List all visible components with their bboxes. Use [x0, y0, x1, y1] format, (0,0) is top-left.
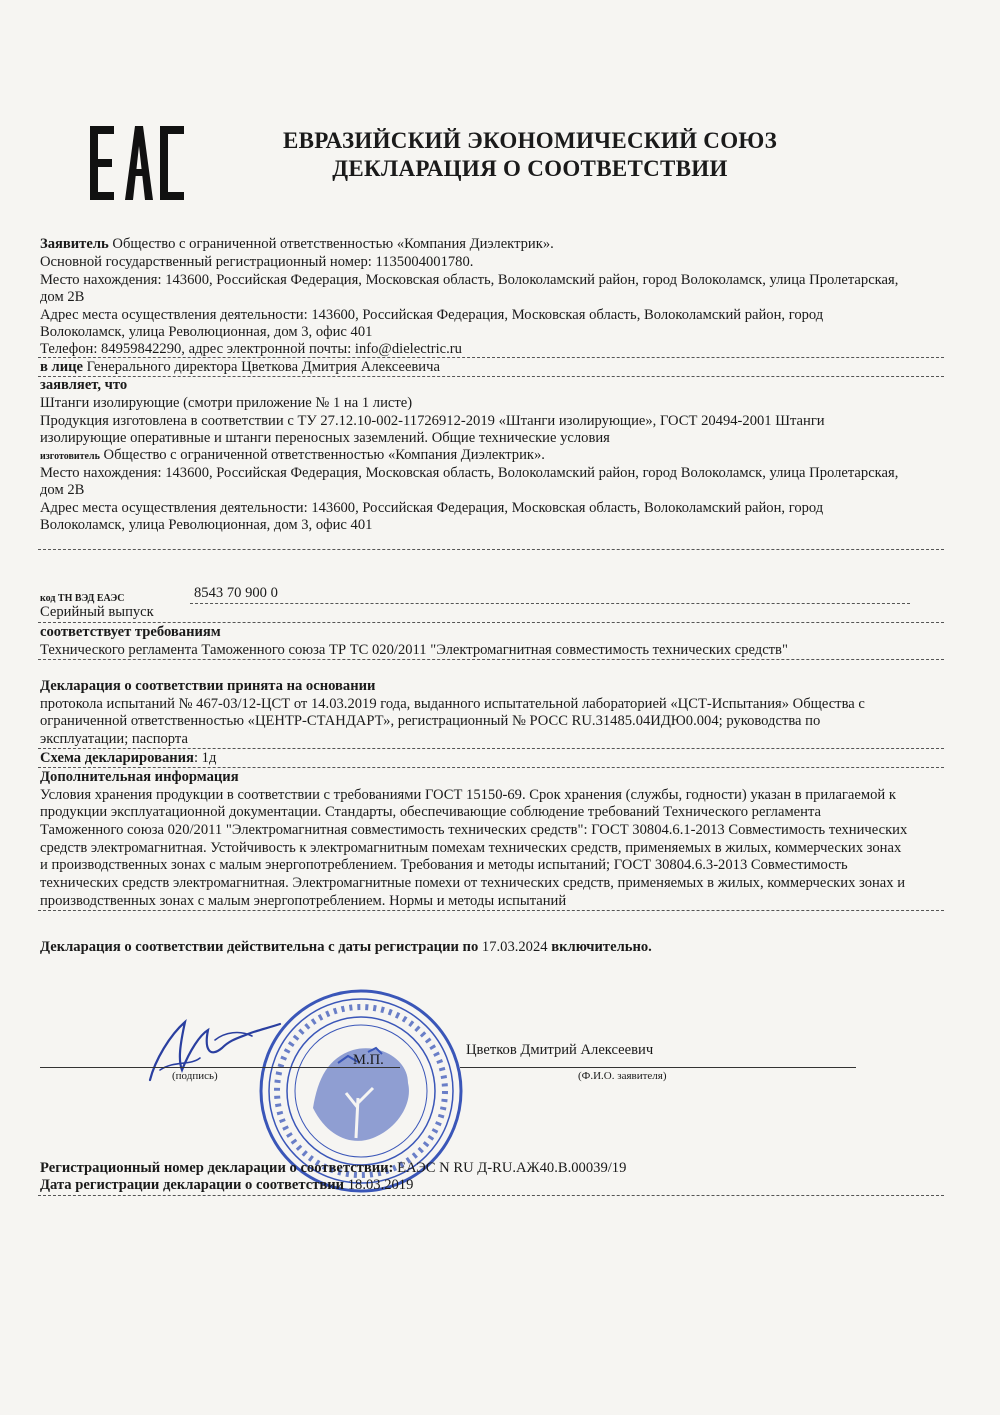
- applicant-location-cont: дом 2В: [40, 289, 85, 305]
- registration-number-line: [40, 1160, 945, 1177]
- basis-line-1: протокола испытаний № 467-03/12-ЦСТ от 14.03.2019 года, выданного испытательной лабораторией «ЦСТ-Испытания» Общества с: [40, 696, 865, 712]
- mp-label: М.П.: [353, 1052, 384, 1068]
- divider: [38, 1195, 944, 1196]
- manufacturer-activity-cont: Волоколамск, улица Революционная, дом 3, офис 401: [40, 517, 373, 533]
- divider: [38, 910, 944, 911]
- registration-date-line: [40, 1177, 945, 1194]
- registration-date-label: Дата регистрации декларации о соответствии: [40, 1177, 345, 1193]
- registration-number-value: ЕАЭС N RU Д-RU.АЖ40.В.00039/19: [393, 1160, 627, 1176]
- applicant-line: [40, 236, 945, 253]
- manufacturer-location-cont: дом 2В: [40, 482, 85, 498]
- validity-prefix: Декларация о соответствии действительна с даты регистрации по: [40, 939, 479, 955]
- serial-release: Серийный выпуск: [40, 604, 154, 620]
- additional-line: Таможенного союза 020/2011 "Электромагнитная совместимость технических средств": ГОСТ 30804.6.1-2013 Совместимость технических: [40, 822, 908, 838]
- additional-line: средств электромагнитная. Устойчивость к электромагнитным помехам технических средств, применяемых в жилых, коммерческих зонах: [40, 840, 902, 856]
- additional-line: технических средств электромагнитная. Электромагнитные помехи от технических средств, применяемых в жилых, коммерческих зонах и: [40, 875, 906, 891]
- person-name: Генерального директора Цветкова Дмитрия Алексеевича: [86, 359, 440, 375]
- validity-date: 17.03.2024: [478, 939, 552, 955]
- divider: [38, 659, 944, 660]
- divider: [38, 549, 944, 550]
- divider: [38, 357, 944, 358]
- applicant-label: Заявитель: [40, 236, 109, 252]
- basis-label: Декларация о соответствии принята на основании: [40, 678, 376, 694]
- manufacturer-name: Общество с ограниченной ответственностью «Компания Диэлектрик».: [103, 447, 545, 463]
- signature-line: [40, 1067, 400, 1068]
- manufacturer-label: изготовитель: [40, 451, 100, 462]
- declaration-title: ДЕКЛАРАЦИЯ О СООТВЕТСТВИИ: [332, 156, 728, 181]
- additional-line: производственных зонах с малым энергопотреблением. Нормы и методы испытаний: [40, 893, 567, 909]
- union-title: ЕВРАЗИЙСКИЙ ЭКОНОМИЧЕСКИЙ СОЮЗ: [282, 128, 778, 153]
- validity-line: [40, 939, 945, 956]
- divider: [38, 767, 944, 768]
- person-line: [40, 359, 945, 376]
- applicant-activity: Адрес места осуществления деятельности: 143600, Российская Федерация, Московская область, Волоколамский район, город: [40, 307, 824, 323]
- applicant-contacts: Телефон: 84959842290, адрес электронной почты: info@dielectric.ru: [40, 341, 462, 357]
- basis-line-2: ограниченной ответственностью «ЦЕНТР-СТАНДАРТ», регистрационный № РОСС RU.31485.04ИДЮ0.004; руководства по: [40, 713, 821, 729]
- applicant-location: Место нахождения: 143600, Российская Федерация, Московская область, Волоколамский район, город Волоколамск, улица Пролетарская,: [40, 272, 899, 288]
- additional-line: Условия хранения продукции в соответствии с требованиями ГОСТ 15150-69. Срок хранения (службы, годности) указан в прилагаемой к: [40, 787, 896, 803]
- basis-line-3: эксплуатации; паспорта: [40, 731, 188, 747]
- applicant-activity-cont: Волоколамск, улица Революционная, дом 3, офис 401: [40, 324, 373, 340]
- validity-suffix: включительно.: [551, 939, 652, 955]
- signer-caption: (Ф.И.О. заявителя): [578, 1070, 667, 1082]
- additional-line: и производственных зонах с малым энергопотреблением. Требования и методы испытаний; ГОСТ 30804.6.3-2013 Совместимость: [40, 857, 848, 873]
- tnved-value: 8543 70 900 0: [194, 585, 278, 601]
- divider: [38, 622, 944, 623]
- registration-number-label: Регистрационный номер декларации о соответствии:: [40, 1160, 394, 1176]
- scheme-value: : 1д: [193, 750, 217, 766]
- additional-label: Дополнительная информация: [40, 769, 239, 785]
- manufacturer-location: Место нахождения: 143600, Российская Федерация, Московская область, Волоколамский район, город Волоколамск, улица Пролетарская,: [40, 465, 899, 481]
- signature-caption: (подпись): [172, 1070, 218, 1082]
- divider: [38, 748, 944, 749]
- product-made-cont: изолирующие оперативные и штанги переносных заземлений. Общие технические условия: [40, 430, 610, 446]
- applicant-name: Общество с ограниченной ответственностью «Компания Диэлектрик».: [112, 236, 554, 252]
- eac-logo-icon: [88, 124, 186, 202]
- conformity-text: Технического регламента Таможенного союза ТР ТС 020/2011 "Электромагнитная совместимость технических средств": [40, 642, 788, 658]
- signer-name: Цветков Дмитрий Алексеевич: [466, 1042, 654, 1058]
- signer-name-line: [460, 1067, 856, 1068]
- applicant-ogrn: Основной государственный регистрационный номер: 1135004001780.: [40, 254, 474, 270]
- product-name: Штанги изолирующие (смотри приложение № 1 на 1 листе): [40, 395, 413, 411]
- conformity-label: соответствует требованиям: [40, 624, 221, 640]
- scheme-line: [40, 750, 945, 767]
- person-label: в лице: [40, 359, 84, 375]
- scheme-label: Схема декларирования: [40, 750, 194, 766]
- additional-line: продукции эксплуатационной документации. Стандарты, обеспечивающие соблюдение требований Технического регламента: [40, 804, 821, 820]
- manufacturer-line: [40, 447, 945, 465]
- declares-label: заявляет, что: [40, 377, 128, 393]
- registration-date-value: 18.03.2019: [344, 1177, 414, 1193]
- manufacturer-activity: Адрес места осуществления деятельности: 143600, Российская Федерация, Московская область, Волоколамский район, город: [40, 500, 824, 516]
- product-made: Продукция изготовлена в соответствии с ТУ 27.12.10-002-11726912-2019 «Штанги изолирующие», ГОСТ 20494-2001 Штанги: [40, 413, 825, 429]
- tnved-label: код ТН ВЭД ЕАЭС: [40, 593, 125, 604]
